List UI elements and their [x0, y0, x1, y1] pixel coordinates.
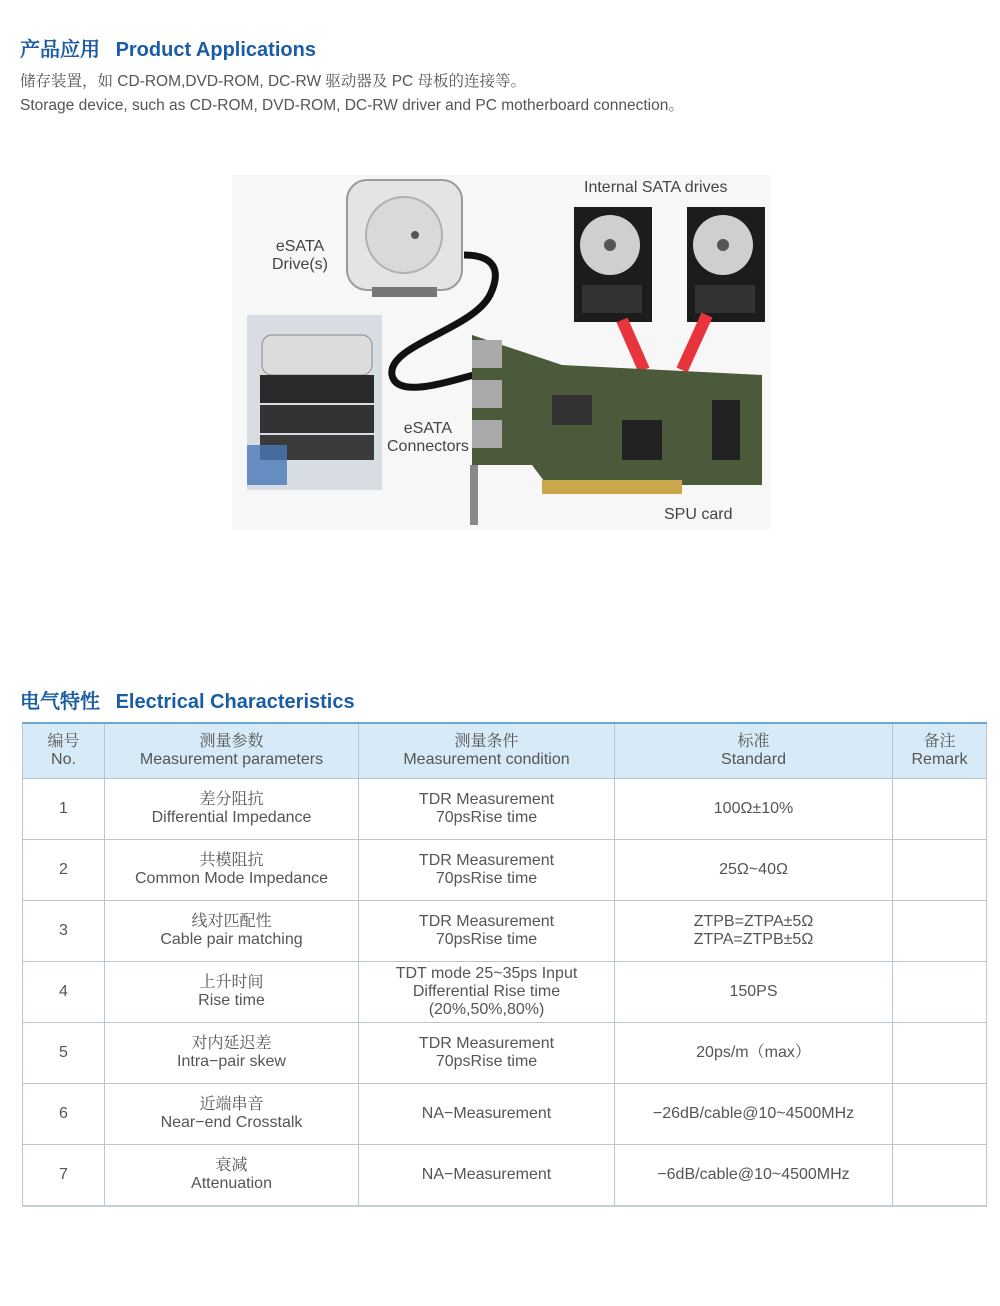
table-header-row	[23, 723, 987, 779]
cell-parameter: 线对匹配性 Cable pair matching	[105, 901, 359, 962]
cell-condition: NA−Measurement	[359, 1084, 615, 1145]
application-illustration	[232, 175, 770, 530]
cell-no: 7	[23, 1145, 105, 1207]
cell-parameter: 衰减 Attenuation	[105, 1145, 359, 1207]
cell-condition: TDR Measurement 70psRise time	[359, 1023, 615, 1084]
label-esata-drive	[272, 238, 328, 274]
label-internal-sata: Internal SATA drives	[584, 179, 728, 196]
internal-drive-2-icon	[687, 207, 765, 322]
cell-remark	[893, 1145, 987, 1207]
cell-no: 3	[23, 901, 105, 962]
electrical-table-wrapper	[22, 722, 986, 1207]
cell-standard: 20ps/m（max）	[615, 1023, 893, 1084]
header-standard: 标准 Standard	[615, 723, 893, 779]
cell-no: 4	[23, 962, 105, 1023]
electrical-title	[20, 685, 355, 714]
cell-no: 1	[23, 779, 105, 840]
cell-standard: 25Ω~40Ω	[615, 840, 893, 901]
header-remark: 备注 Remark	[893, 723, 987, 779]
cell-no: 2	[23, 840, 105, 901]
cell-condition: TDR Measurement 70psRise time	[359, 840, 615, 901]
description-en: Storage device, such as CD-ROM, DVD-ROM, DC-RW driver and PC motherboard connection。	[20, 97, 684, 114]
cell-condition: TDR Measurement 70psRise time	[359, 901, 615, 962]
label-esata-drive-line2: Drive(s)	[272, 256, 328, 273]
applications-title-en: Product Applications	[115, 39, 316, 61]
table-row	[23, 962, 987, 1023]
cell-no: 6	[23, 1084, 105, 1145]
cell-remark	[893, 962, 987, 1023]
table-row	[23, 840, 987, 901]
cell-standard: 100Ω±10%	[615, 779, 893, 840]
cell-condition: NA−Measurement	[359, 1145, 615, 1207]
cell-remark	[893, 779, 987, 840]
header-no: 编号 No.	[23, 723, 105, 779]
table-row	[23, 779, 987, 840]
internal-drive-1-icon	[574, 207, 652, 322]
electrical-characteristics-table	[22, 722, 987, 1207]
label-esata-drive-line1: eSATA	[275, 238, 325, 255]
esata-drive-enclosure-icon	[347, 180, 462, 297]
cell-standard: −26dB/cable@10~4500MHz	[615, 1084, 893, 1145]
applications-title	[20, 33, 316, 62]
table-row	[23, 1023, 987, 1084]
cell-parameter: 上升时间 Rise time	[105, 962, 359, 1023]
label-esata-connectors	[387, 420, 469, 456]
cell-parameter: 对内延迟差 Intra−pair skew	[105, 1023, 359, 1084]
cell-condition: TDT mode 25~35ps Input Differential Rise time (20%,50%,80%)	[359, 962, 615, 1023]
cell-parameter: 共模阻抗 Common Mode Impedance	[105, 840, 359, 901]
cell-remark	[893, 901, 987, 962]
description-cn: 储存装置，如 CD-ROM,DVD-ROM, DC-RW 驱动器及 PC 母板的连接等。	[20, 73, 527, 90]
cell-standard: ZTPB=ZTPA±5Ω ZTPA=ZTPB±5Ω	[615, 901, 893, 962]
label-esata-conn-line2: Connectors	[387, 438, 469, 455]
electrical-title-cn: 电气特性	[20, 691, 100, 713]
applications-title-cn: 产品应用	[20, 39, 100, 61]
table-row	[23, 901, 987, 962]
cell-parameter: 近端串音 Near−end Crosstalk	[105, 1084, 359, 1145]
label-spu-card: SPU card	[664, 506, 733, 523]
cell-condition: TDR Measurement 70psRise time	[359, 779, 615, 840]
cell-parameter: 差分阻抗 Differential Impedance	[105, 779, 359, 840]
cell-standard: −6dB/cable@10~4500MHz	[615, 1145, 893, 1207]
cell-remark	[893, 840, 987, 901]
applications-description	[20, 70, 684, 118]
stacked-drives-photo-icon	[247, 315, 382, 490]
label-esata-conn-line1: eSATA	[403, 420, 453, 437]
electrical-title-en: Electrical Characteristics	[115, 691, 355, 713]
cell-remark	[893, 1023, 987, 1084]
table-row	[23, 1145, 987, 1207]
header-condition: 测量条件 Measurement condition	[359, 723, 615, 779]
cell-no: 5	[23, 1023, 105, 1084]
cell-standard: 150PS	[615, 962, 893, 1023]
header-parameters: 测量参数 Measurement parameters	[105, 723, 359, 779]
cell-remark	[893, 1084, 987, 1145]
table-row	[23, 1084, 987, 1145]
application-figure	[232, 175, 770, 530]
